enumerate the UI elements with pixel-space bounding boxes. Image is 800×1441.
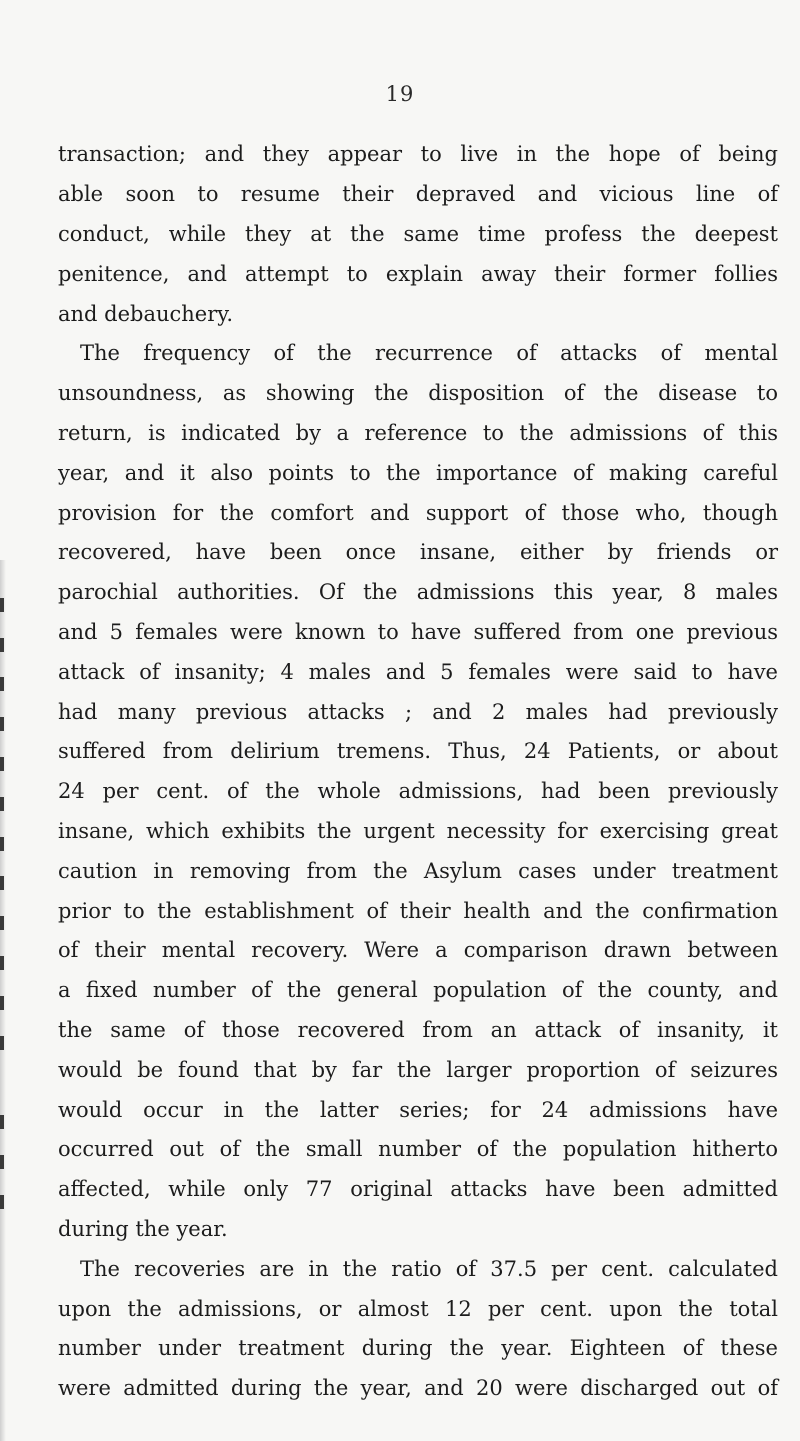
edge-mark [0, 717, 4, 731]
text-line: return, is indicated by a reference to the admissions of this [58, 421, 778, 445]
text-line: attack of insanity; 4 males and 5 females were said to have [58, 660, 778, 684]
text-line: conduct, while they at the same time profess the deepest [58, 222, 778, 246]
edge-mark [0, 1155, 4, 1169]
edge-mark [0, 876, 4, 890]
paragraph-first-line: The recoveries are in the ratio of 37.5 per cent. calculated [80, 1257, 778, 1281]
edge-mark [0, 757, 4, 771]
edge-mark [0, 837, 4, 851]
edge-mark [0, 956, 4, 970]
text-line: year, and it also points to the importance of making careful [58, 461, 778, 485]
edge-mark [0, 797, 4, 811]
text-line: the same of those recovered from an attack of insanity, it [58, 1018, 778, 1042]
text-line: parochial authorities. Of the admissions this year, 8 males [58, 580, 778, 604]
edge-mark [0, 916, 4, 930]
text-line: 24 per cent. of the whole admissions, had been previously [58, 779, 778, 803]
text-line: recovered, have been once insane, either by friends or [58, 540, 778, 564]
text-line: were admitted during the year, and 20 were discharged out of [58, 1376, 778, 1400]
text-line: upon the admissions, or almost 12 per cent. upon the total [58, 1297, 778, 1321]
text-line: transaction; and they appear to live in the hope of being [58, 142, 778, 166]
text-line: number under treatment during the year. Eighteen of these [58, 1336, 778, 1360]
edge-mark [0, 1115, 4, 1129]
text-line: caution in removing from the Asylum cases under treatment [58, 859, 778, 883]
text-line: a fixed number of the general population of the county, and [58, 978, 778, 1002]
text-line: penitence, and attempt to explain away their former follies [58, 262, 778, 286]
text-line: during the year. [58, 1217, 228, 1241]
text-line: and 5 females were known to have suffered from one previous [58, 620, 778, 644]
text-line: had many previous attacks ; and 2 males had previously [58, 700, 778, 724]
edge-mark [0, 996, 4, 1010]
text-line: prior to the establishment of their health and the confirmation [58, 899, 778, 923]
text-line: affected, while only 77 original attacks have been admitted [58, 1177, 778, 1201]
text-line: unsoundness, as showing the disposition of the disease to [58, 381, 778, 405]
edge-mark [0, 1036, 4, 1050]
text-line: would occur in the latter series; for 24 admissions have [58, 1098, 778, 1122]
text-line: insane, which exhibits the urgent necessity for exercising great [58, 819, 778, 843]
edge-mark [0, 677, 4, 691]
text-line: provision for the comfort and support of those who, though [58, 501, 778, 525]
text-line: able soon to resume their depraved and vicious line of [58, 182, 778, 206]
text-line: of their mental recovery. Were a comparison drawn between [58, 938, 778, 962]
text-line: would be found that by far the larger proportion of seizures [58, 1058, 778, 1082]
text-line: occurred out of the small number of the population hitherto [58, 1137, 778, 1161]
paragraph-first-line: The frequency of the recurrence of attacks of mental [80, 341, 778, 365]
edge-mark [0, 598, 4, 612]
text-line: and debauchery. [58, 302, 234, 326]
edge-mark [0, 638, 4, 652]
text-line: suffered from delirium tremens. Thus, 24 Patients, or about [58, 739, 778, 763]
page-number: 19 [385, 82, 415, 106]
edge-mark [0, 1195, 4, 1209]
